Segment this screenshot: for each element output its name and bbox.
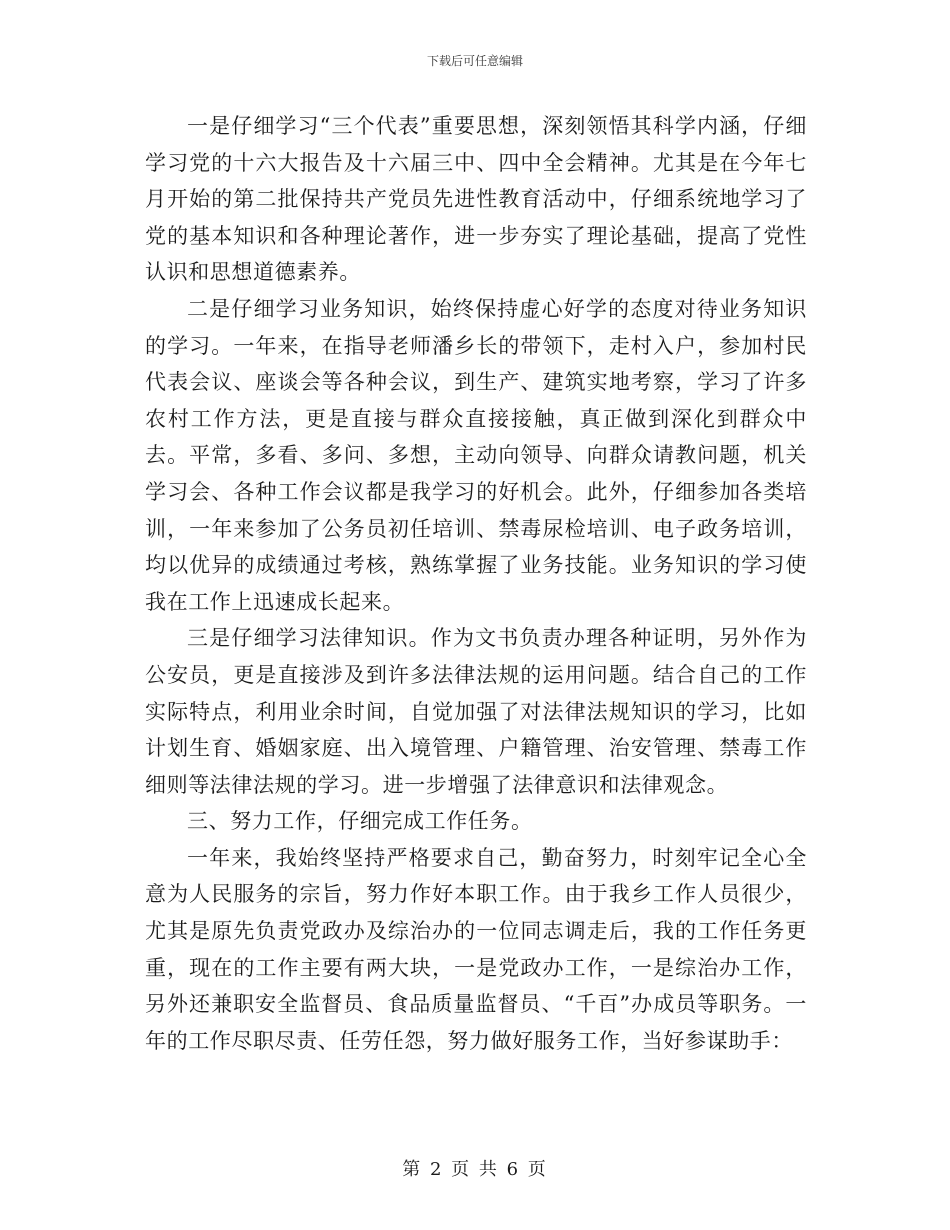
page-number: 第 2 页 共 6 页 — [402, 1159, 548, 1180]
paragraph-business-study: 二是仔细学习业务知识，始终保持虚心好学的态度对待业务知识的学习。一年来，在指导老师潘乡长的带领下，走村入户，参加村民代表会议、座谈会等各种会议，到生产、建筑实地考察，学习了许多农村工作方法，更是直接与群众直接接触，真正做到深化到群众中去。平常，多看、多问、多想，主动向领导、向群众请教问题，机关学习会、各种工作会议都是我学习的好机会。此外，仔细参加各类培训，一年来参加了公务员初任培训、禁毒尿检培训、电子政务培训，均以优异的成绩通过考核，熟练掌握了业务技能。业务知识的学习使我在工作上迅速成长起来。 — [145, 296, 807, 614]
section-heading-work: 三、努力工作，仔细完成工作任务。 — [187, 809, 533, 834]
paragraph-theory-study: 一是仔细学习“三个代表”重要思想，深刻领悟其科学内涵，仔细学习党的十六大报告及十六届三中、四中全会精神。尤其是在今年七月开始的第二批保持共产党员先进性教育活动中，仔细系统地学习了党的基本知识和各种理论著作，进一步夯实了理论基础，提高了党性认识和思想道德素养。 — [145, 114, 807, 285]
paragraph-work-summary: 一年来，我始终坚持严格要求自己，勤奋努力，时刻牢记全心全意为人民服务的宗旨，努力作好本职工作。由于我乡工作人员很少，尤其是原先负责党政办及综治办的一位同志调走后，我的工作任务更重，现在的工作主要有两大块，一是党政办工作，一是综治办工作，另外还兼职安全监督员、食品质量监督员、“千百”办成员等职务。一年的工作尽职尽责、任劳任怨，努力做好服务工作，当好参谋助手： — [145, 845, 807, 1053]
paragraph-law-study: 三是仔细学习法律知识。作为文书负责办理各种证明，另外作为公安员，更是直接涉及到许多法律法规的运用问题。结合自己的工作实际特点，利用业余时间，自觉加强了对法律法规知识的学习，比如计划生育、婚姻家庭、出入境管理、户籍管理、治安管理、禁毒工作细则等法律法规的学习。进一步增强了法律意识和法律观念。 — [145, 626, 807, 797]
page-header-note: 下载后可任意编辑 — [426, 54, 523, 68]
document-body — [145, 108, 807, 1059]
